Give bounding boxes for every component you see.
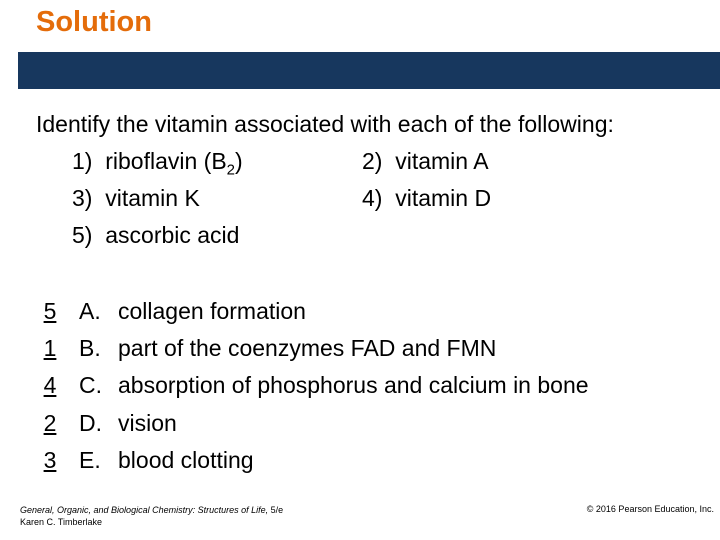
answer-text: collagen formation bbox=[118, 298, 306, 324]
answer-text: vision bbox=[118, 410, 177, 436]
question-item-3: 3) vitamin K bbox=[72, 185, 200, 211]
answer-letter: B. bbox=[79, 335, 101, 361]
answer-letter: C. bbox=[79, 372, 102, 398]
answer-number: 1 bbox=[43, 335, 57, 361]
question-item-4: 4) vitamin D bbox=[362, 185, 492, 211]
question-item-5: 5) ascorbic acid bbox=[72, 222, 240, 248]
answer-letter: D. bbox=[79, 410, 102, 436]
answer-letter: E. bbox=[79, 447, 101, 473]
footer-author: Karen C. Timberlake bbox=[20, 517, 103, 527]
footer-edition: 5/e bbox=[268, 505, 284, 515]
footer-citation bbox=[20, 504, 283, 528]
header-band bbox=[18, 52, 720, 89]
answer-text: absorption of phosphorus and calcium in bone bbox=[118, 372, 589, 398]
slide-title: Solution bbox=[36, 6, 152, 38]
answer-number: 2 bbox=[43, 410, 57, 436]
question-prompt: Identify the vitamin associated with each of the following: bbox=[36, 111, 614, 137]
footer-book-title: General, Organic, and Biological Chemistry: Structures of Life, bbox=[20, 505, 269, 515]
answer-number: 5 bbox=[43, 298, 57, 324]
question-item-2: 2) vitamin A bbox=[362, 148, 489, 174]
answer-letter: A. bbox=[79, 298, 101, 324]
answer-number: 3 bbox=[43, 447, 57, 473]
answer-number: 4 bbox=[43, 372, 57, 398]
footer-copyright: © 2016 Pearson Education, Inc. bbox=[586, 504, 714, 514]
question-item-1: 1) riboflavin $(B_2)$ bbox=[72, 148, 243, 179]
answer-text: blood clotting bbox=[118, 447, 254, 473]
answer-text: part of the coenzymes FAD and FMN bbox=[118, 335, 497, 361]
